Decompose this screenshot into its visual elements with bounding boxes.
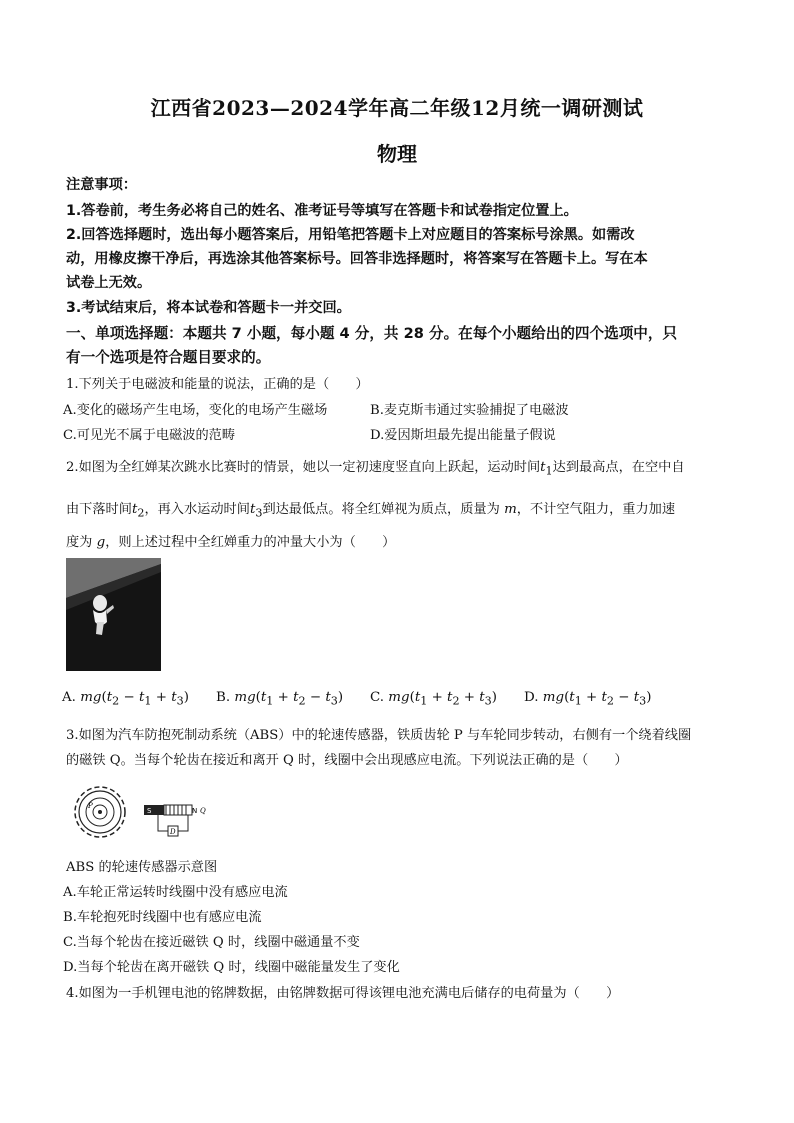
question-4-stem: 4.如图为一手机锂电池的铭牌数据，由铭牌数据可得该锂电池充满电后储存的电荷量为（ ） [66,986,620,1001]
section-heading-cont: 有一个选项是符合题目要求的。 [66,349,271,366]
question-3-line-2: 的磁铁 Q。当每个轮齿在接近和离开 Q 时，线圈中会出现感应电流。下列说法正确的是（ ） [66,753,628,768]
question-3-option-a: A.车轮正常运转时线圈中没有感应电流 [63,885,288,900]
notice-line: 3.考试结束后，将本试卷和答题卡一并交回。 [66,300,351,316]
notice-line: 试卷上无效。 [66,275,152,291]
notice-line: 1.答卷前，考生务必将自己的姓名、准考证号等填写在答题卡和试卷指定位置上。 [66,203,578,219]
question-2-option-c: C. $mg(t_1 + t_2 + t_3)$ [370,690,498,708]
abs-sensor-diagram [68,782,218,842]
label-q: Q [200,807,206,815]
question-3-option-c: C.当每个轮齿在接近磁铁 Q 时，线圈中磁通量不变 [63,935,360,950]
label-d: D [170,828,176,836]
question-3-option-d: D.当每个轮齿在离开磁铁 Q 时，线圈中磁能量发生了变化 [63,960,400,975]
label-p: P [88,802,93,810]
exam-title: 江西省2023—2024学年高二年级12月统一调研测试 [150,96,644,120]
question-1-option-b: B.麦克斯韦通过实验捕捉了电磁波 [370,403,569,418]
diver-photo-graphic [66,558,161,671]
question-2-line-2: 由下落时间$t_2$，再入水运动时间$t_3$到达最低点。将全红婵视为质点，质量为 m，不计空气阻力，重力加速 [66,502,676,520]
question-1-option-d: D.爱因斯坦最先提出能量子假说 [370,428,556,443]
diagram-caption: ABS 的轮速传感器示意图 [66,860,218,875]
notice-line: 动，用橡皮擦干净后，再选涂其他答案标号。回答非选择题时，将答案写在答题卡上。写在本 [66,251,648,267]
question-3-line-1: 3.如图为汽车防抱死制动系统（ABS）中的轮速传感器，铁质齿轮 P 与车轮同步转动，右侧有一个绕着线圈 [66,728,692,743]
question-2-option-d: D. $mg(t_1 + t_2 - t_3)$ [524,690,652,708]
notice-line: 2.回答选择题时，选出每小题答案后，用铅笔把答题卡上对应题目的答案标号涂黑。如需改 [66,227,635,243]
gear-wheel-graphic [75,787,125,837]
question-2-option-b: B. $mg(t_1 + t_2 - t_3)$ [216,690,344,708]
question-1-option-c: C.可见光不属于电磁波的范畴 [63,428,236,443]
diver-photo [66,558,161,671]
subject-title: 物理 [377,142,417,166]
label-n: N [192,807,198,815]
question-1-option-a: A.变化的磁场产生电场，变化的电场产生磁场 [63,403,328,418]
question-2-line-3: 度为 g，则上述过程中全红婵重力的冲量大小为（ ） [66,535,396,550]
notice-heading: 注意事项： [66,177,137,193]
label-s: S [147,807,152,815]
question-2-line-1: 2.如图为全红婵某次跳水比赛时的情景，她以一定初速度竖直向上跃起，运动时间$t_1$达到最高点，在空中自 [66,460,685,478]
section-heading: 一、单项选择题：本题共 7 小题，每小题 4 分，共 28 分。在每个小题给出的四个选项中，只 [66,325,678,342]
question-1-stem: 1.下列关于电磁波和能量的说法，正确的是（ ） [66,377,369,392]
question-2-option-a: A. $mg(t_2 - t_1 + t_3)$ [62,690,189,708]
question-3-option-b: B.车轮抱死时线圈中也有感应电流 [63,910,262,925]
